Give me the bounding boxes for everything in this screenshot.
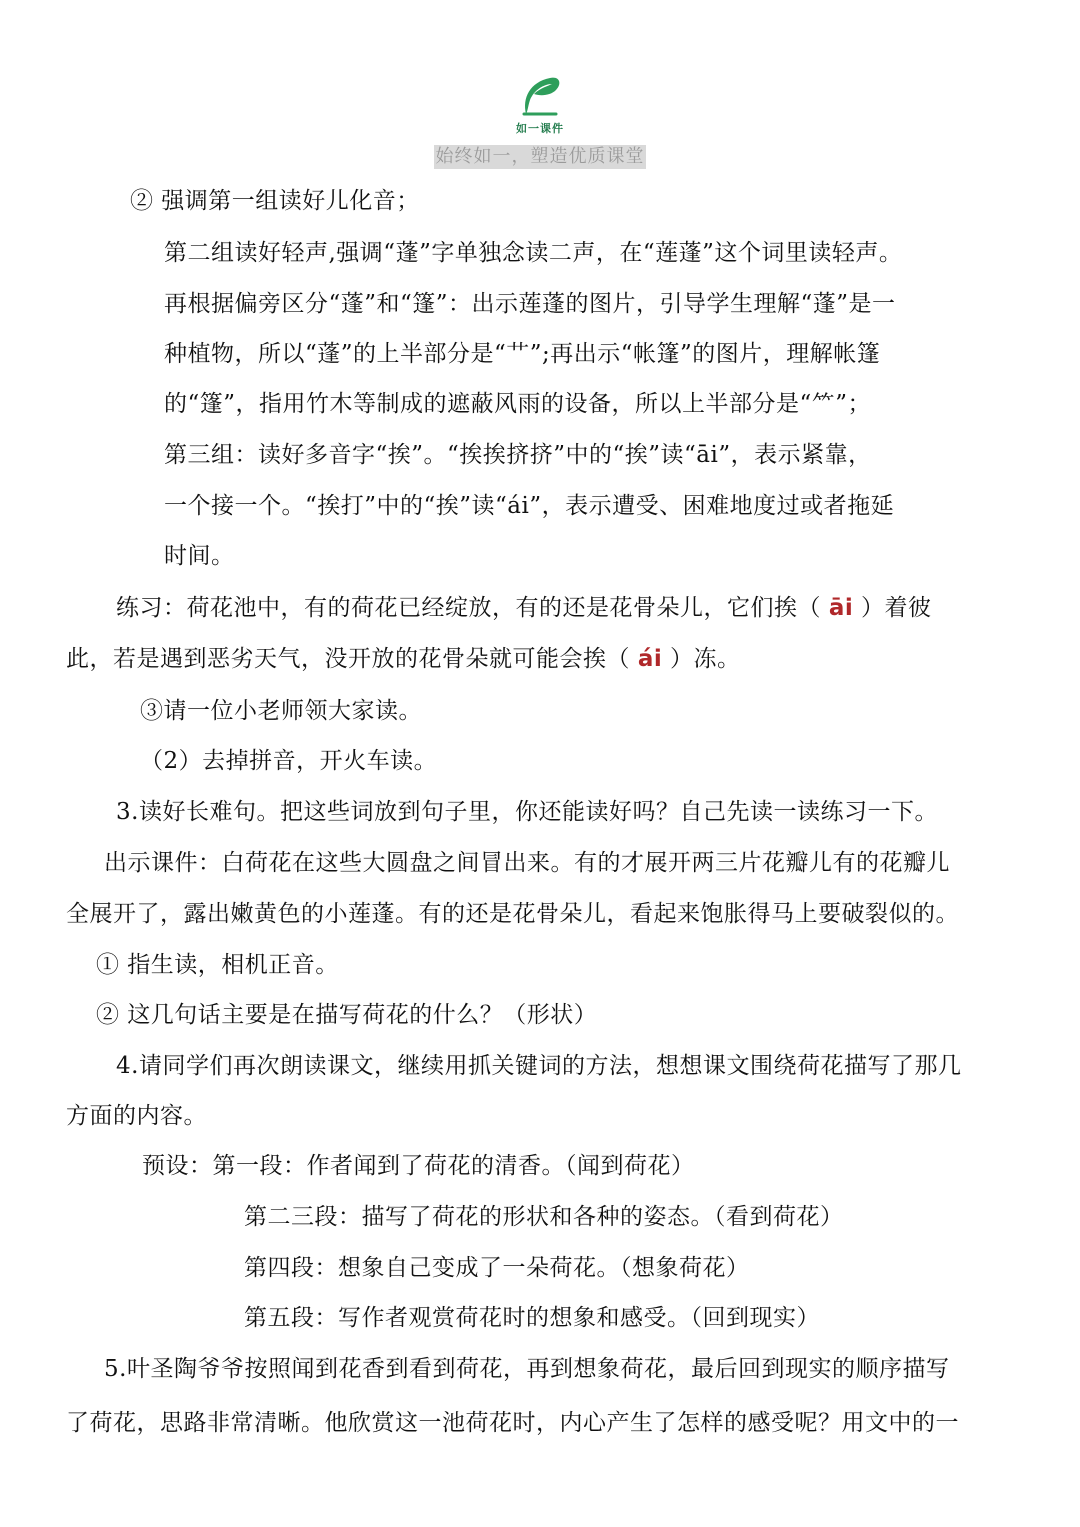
logo-text: 如一课件 — [516, 122, 564, 135]
exercise-text: ）着彼 — [853, 595, 932, 621]
paragraph-line: 全展开了，露出嫩黄色的小莲蓬。有的还是花骨朵儿，看起来饱胀得马上要破裂似的。 — [66, 901, 959, 927]
paragraph-line: 种植物，所以“蓬”的上半部分是“艹”;再出示“帐篷”的图片，理解帐篷 — [164, 341, 881, 367]
exercise-text: 此，若是遇到恶劣天气，没开放的花骨朵就可能会挨（ — [66, 646, 638, 672]
paragraph-line: 一个接一个。“挨打”中的“挨”读“ái”，表示遭受、困难地度过或者拖延 — [164, 493, 895, 519]
paragraph-line: 方面的内容。 — [66, 1103, 207, 1129]
paragraph-line: 第二三段：描写了荷花的形状和各种的姿态。（看到荷花） — [244, 1204, 844, 1230]
paragraph-line: 第二组读好轻声,强调“蓬”字单独念读二声，在“莲蓬”这个词里读轻声。 — [164, 240, 903, 266]
paragraph-line: 第四段：想象自己变成了一朵荷花。（想象荷花） — [244, 1255, 750, 1281]
paragraph-line: 第三组：读好多音字“挨”。“挨挨挤挤”中的“挨”读“āi”，表示紧靠， — [164, 442, 872, 468]
paragraph-line: ② 这几句话主要是在描写荷花的什么？（形状） — [96, 1002, 598, 1028]
exercise-text: ）冻。 — [662, 646, 741, 672]
paragraph-line: ① 指生读，相机正音。 — [96, 952, 339, 978]
answer-blank-1: āi — [828, 595, 854, 621]
answer-blank-2: ái — [637, 646, 663, 672]
paragraph-line: ② 强调第一组读好儿化音； — [130, 188, 420, 214]
paragraph-line: 出示课件：白荷花在这些大圆盘之间冒出来。有的才展开两三片花瓣儿有的花瓣儿 — [104, 850, 950, 876]
exercise-text: 练习：荷花池中，有的荷花已经绽放，有的还是花骨朵儿，它们挨（ — [116, 595, 829, 621]
paragraph-line: 第五段：写作者观赏荷花时的想象和感受。（回到现实） — [244, 1305, 820, 1331]
leaf-logo-icon — [516, 74, 564, 118]
exercise-line-2 — [66, 644, 741, 674]
paragraph-line: 4.请同学们再次朗读课文，继续用抓关键词的方法，想想课文围绕荷花描写了那几 — [116, 1053, 962, 1079]
paragraph-line: 预设：第一段：作者闻到了荷花的清香。（闻到荷花） — [142, 1153, 695, 1179]
paragraph-line: 3.读好长难句。把这些词放到句子里，你还能读好吗？自己先读一读练习一下。 — [116, 799, 938, 825]
paragraph-line: ③请一位小老师领大家读。 — [140, 698, 422, 724]
paragraph-line: 时间。 — [164, 543, 235, 569]
exercise-line-1 — [116, 593, 932, 623]
paragraph-line: 5.叶圣陶爷爷按照闻到花香到看到荷花，再到想象荷花，最后回到现实的顺序描写 — [104, 1356, 950, 1382]
paragraph-line: （2）去掉拼音，开火车读。 — [140, 748, 438, 774]
paragraph-line: 再根据偏旁区分“蓬”和“篷”：出示莲蓬的图片，引导学生理解“蓬”是一 — [164, 291, 896, 317]
tagline: 始终如一，塑造优质课堂 — [435, 146, 645, 167]
paragraph-line: 的“篷”，指用竹木等制成的遮蔽风雨的设备，所以上半部分是“⺮”； — [164, 391, 872, 417]
paragraph-line: 了荷花，思路非常清晰。他欣赏这一池荷花时，内心产生了怎样的感受呢？用文中的一 — [66, 1410, 959, 1436]
logo — [510, 74, 570, 144]
